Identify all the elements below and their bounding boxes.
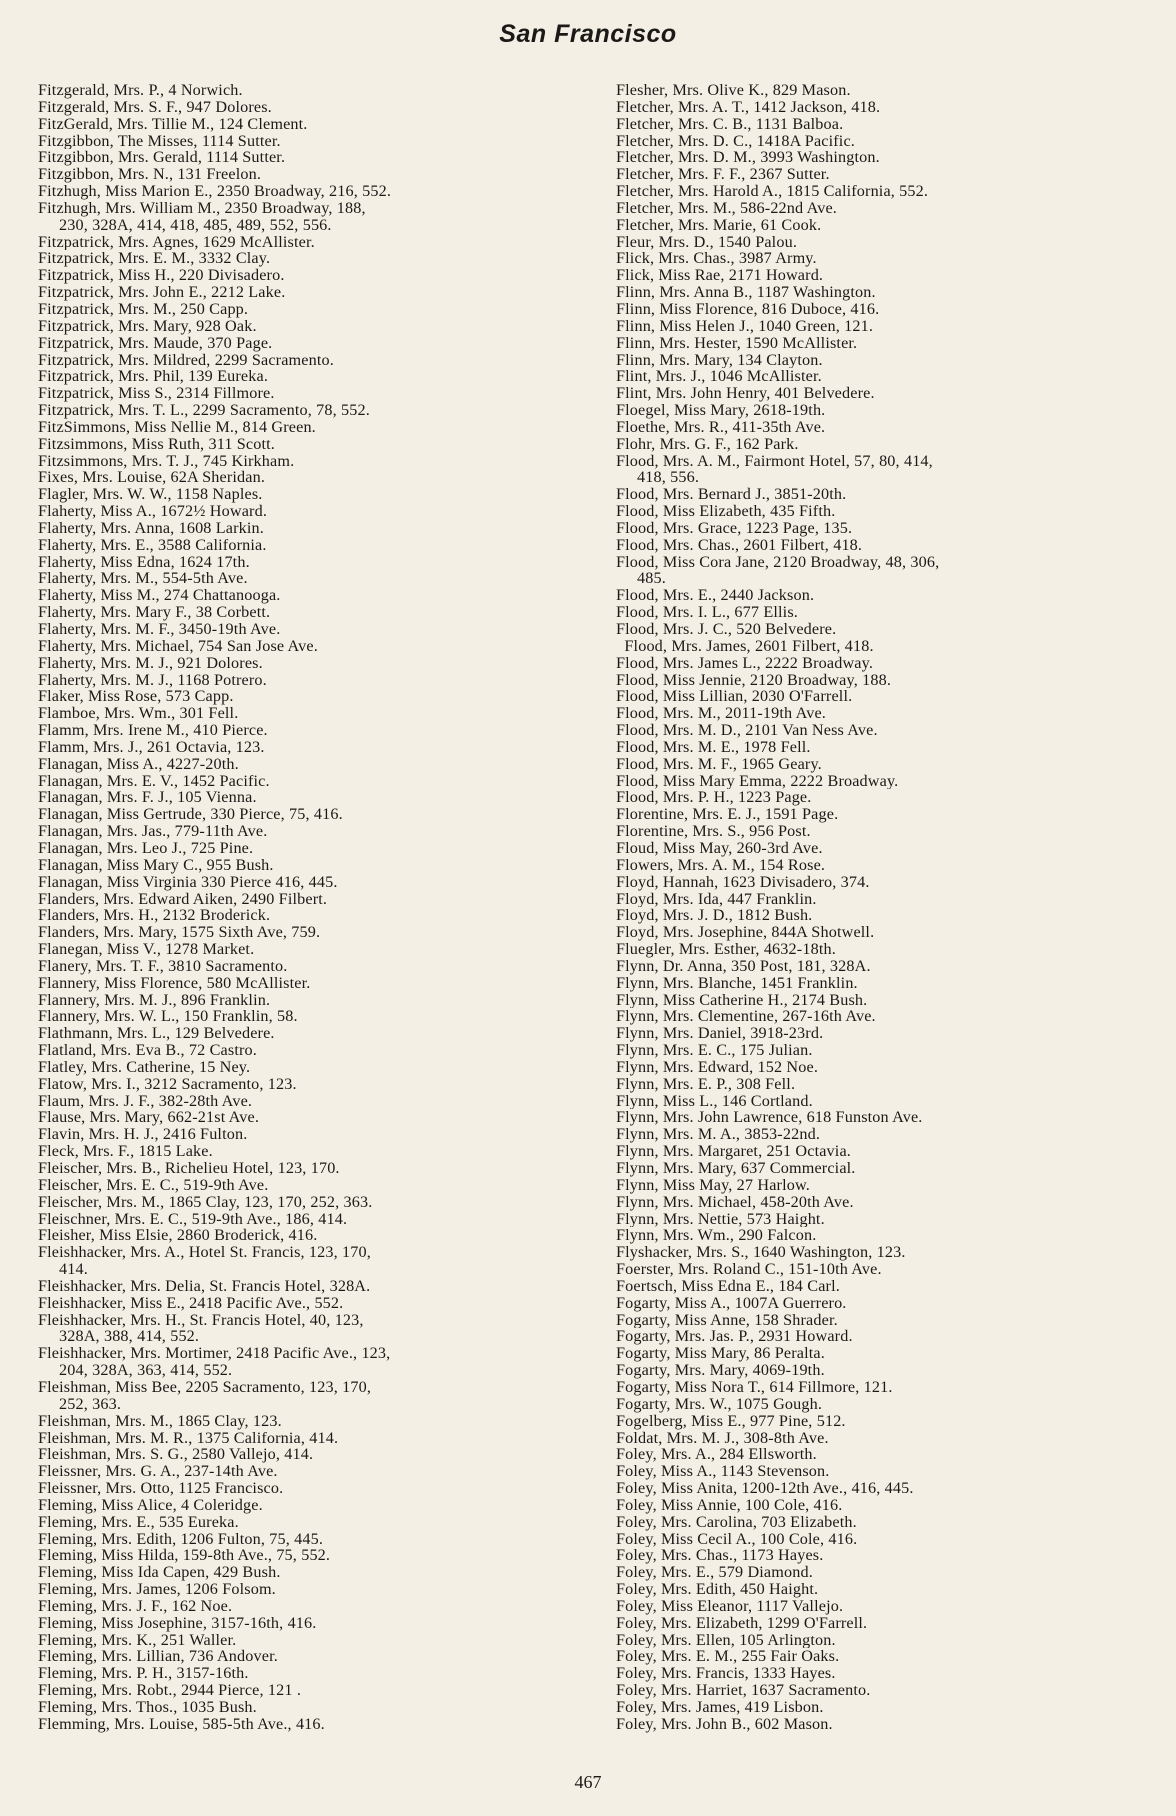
directory-entry: Foley, Mrs. Carolina, 703 Elizabeth. — [616, 1513, 857, 1531]
directory-entry: Fletcher, Mrs. M., 586-22nd Ave. — [616, 199, 838, 217]
directory-entry: Flamm, Mrs. J., 261 Octavia, 123. — [38, 738, 265, 756]
directory-entry: Flowers, Mrs. A. M., 154 Rose. — [616, 856, 826, 874]
directory-entry: Flinn, Mrs. Hester, 1590 McAllister. — [616, 334, 858, 352]
directory-entry: Fogarty, Mrs. Mary, 4069-19th. — [616, 1362, 825, 1379]
directory-entry: Fleming, Mrs. Edith, 1206 Fulton, 75, 445. — [38, 1530, 324, 1548]
directory-entry: Flynn, Mrs. Edward, 152 Noe. — [616, 1058, 819, 1076]
directory-entry: Fletcher, Mrs. A. T., 1412 Jackson, 418. — [616, 98, 881, 116]
directory-entry: Flood, Mrs. James, 2601 Filbert, 418. — [616, 637, 874, 655]
directory-entry: Flinn, Miss Florence, 816 Duboce, 416. — [616, 300, 880, 318]
directory-entry: Fletcher, Mrs. Marie, 61 Cook. — [616, 216, 822, 234]
directory-entry: Fleishman, Mrs. M. R., 1375 California, 414. — [38, 1429, 339, 1447]
directory-entry: Flinn, Mrs. Anna B., 1187 Washington. — [616, 284, 876, 301]
directory-entry: Fletcher, Mrs. F. F., 2367 Sutter. — [616, 166, 830, 184]
directory-entry: Florentine, Mrs. S., 956 Post. — [616, 823, 811, 840]
directory-entry: Fleishhacker, Miss E., 2418 Pacific Ave., 552. — [38, 1294, 344, 1312]
directory-entry: Fleischer, Mrs. E. C., 519-9th Ave. — [38, 1176, 269, 1194]
directory-entry: Fleischer, Mrs. M., 1865 Clay, 123, 170, 252, 363. — [38, 1193, 373, 1211]
directory-entry: Flanery, Mrs. T. F., 3810 Sacramento. — [38, 957, 288, 975]
directory-entry: Flagler, Mrs. W. W., 1158 Naples. — [38, 486, 263, 504]
directory-entry: Flaherty, Mrs. M. J., 1168 Potrero. — [38, 671, 267, 689]
directory-entry: FitzSimmons, Miss Nellie M., 814 Green. — [38, 418, 316, 436]
directory-entry: Flanagan, Mrs. E. V., 1452 Pacific. — [38, 772, 270, 790]
directory-entry: Foley, Miss A., 1143 Stevenson. — [616, 1463, 830, 1481]
directory-entry: Fleishhacker, Mrs. A., Hotel St. Francis, 123, 170, — [38, 1244, 371, 1262]
directory-entry: Fitzpatrick, Mrs. John E., 2212 Lake. — [38, 284, 286, 301]
directory-entry: Flemming, Mrs. Louise, 585-5th Ave., 416. — [38, 1715, 325, 1733]
directory-entry: Flause, Mrs. Mary, 662-21st Ave. — [38, 1109, 260, 1127]
directory-entry: Flaherty, Mrs. Michael, 754 San Jose Ave. — [38, 637, 318, 655]
directory-entry: Fitzgibbon, Mrs. Gerald, 1114 Sutter. — [38, 149, 286, 167]
directory-entry: Flaherty, Miss M., 274 Chattanooga. — [38, 587, 281, 605]
directory-entry: 414. — [38, 1261, 88, 1278]
directory-entry: 230, 328A, 414, 418, 485, 489, 552, 556. — [38, 216, 332, 234]
directory-entry: Flinn, Mrs. Mary, 134 Clayton. — [616, 351, 823, 369]
directory-entry: Foertsch, Miss Edna E., 184 Carl. — [616, 1277, 840, 1295]
directory-entry: Flaherty, Mrs. Mary F., 38 Corbett. — [38, 604, 271, 621]
directory-entry: Flynn, Mrs. M. A., 3853-22nd. — [616, 1126, 821, 1144]
directory-entry: Flannery, Mrs. M. J., 896 Franklin. — [38, 991, 271, 1009]
directory-entry: Flynn, Mrs. Michael, 458-20th Ave. — [616, 1193, 854, 1211]
directory-entry: Foley, Mrs. James, 419 Lisbon. — [616, 1699, 824, 1716]
directory-entry: Foley, Miss Cecil A., 100 Cole, 416. — [616, 1530, 858, 1548]
directory-entry: Foley, Miss Eleanor, 1117 Vallejo. — [616, 1597, 844, 1615]
directory-entry: Flatow, Mrs. I., 3212 Sacramento, 123. — [38, 1075, 297, 1093]
directory-entry: Fleishman, Mrs. S. G., 2580 Vallejo, 414. — [38, 1446, 314, 1464]
directory-entry: Flynn, Mrs. John Lawrence, 618 Funston Ave. — [616, 1109, 923, 1127]
directory-entry: Foley, Miss Anita, 1200-12th Ave., 416, 445. — [616, 1480, 914, 1497]
directory-entry: Flynn, Mrs. Daniel, 3918-23rd. — [616, 1025, 824, 1043]
directory-entry: 418, 556. — [616, 469, 700, 487]
directory-entry: Fleishman, Miss Bee, 2205 Sacramento, 123, 170, — [38, 1378, 372, 1396]
directory-entry: Flynn, Mrs. Mary, 637 Commercial. — [616, 1160, 856, 1177]
directory-entry: Fleishhacker, Mrs. Delia, St. Francis Hotel, 328A. — [38, 1277, 371, 1295]
directory-entry: Flathmann, Mrs. L., 129 Belvedere. — [38, 1025, 275, 1043]
directory-entry: Flood, Miss Jennie, 2120 Broadway, 188. — [616, 671, 892, 689]
directory-entry: Flanders, Mrs. Edward Aiken, 2490 Filbert. — [38, 890, 328, 908]
directory-entry: Fleishhacker, Mrs. H., St. Francis Hotel, 40, 123, — [38, 1311, 364, 1329]
left-column — [38, 82, 586, 1733]
directory-entry: Flanagan, Mrs. F. J., 105 Vienna. — [38, 789, 257, 807]
directory-entry: Foley, Mrs. John B., 602 Mason. — [616, 1715, 833, 1733]
directory-entry: Foley, Mrs. E., 579 Diamond. — [616, 1564, 813, 1582]
directory-entry: Fogarty, Mrs. W., 1075 Gough. — [616, 1395, 823, 1413]
directory-entry: Fitzgibbon, The Misses, 1114 Sutter. — [38, 132, 281, 150]
directory-entry: Fleming, Mrs. E., 535 Eureka. — [38, 1513, 239, 1531]
directory-entry: Flaherty, Mrs. Anna, 1608 Larkin. — [38, 519, 264, 537]
directory-entry: Fitzpatrick, Mrs. Phil, 139 Eureka. — [38, 368, 269, 386]
directory-entry: Fleming, Mrs. J. F., 162 Noe. — [38, 1597, 233, 1615]
directory-entry: Flood, Mrs. E., 2440 Jackson. — [616, 587, 815, 605]
directory-entry: Fletcher, Mrs. D. C., 1418A Pacific. — [616, 132, 855, 150]
directory-entry: Fitzpatrick, Mrs. E. M., 3332 Clay. — [38, 250, 271, 268]
directory-entry: Flynn, Mrs. E. P., 308 Fell. — [616, 1075, 796, 1093]
directory-entry: Fletcher, Mrs. D. M., 3993 Washington. — [616, 149, 880, 167]
directory-entry: 252, 363. — [38, 1395, 122, 1413]
directory-entry: Flood, Mrs. P. H., 1223 Page. — [616, 789, 812, 807]
directory-entry: Flannery, Mrs. W. L., 150 Franklin, 58. — [38, 1008, 298, 1026]
directory-entry: Flood, Mrs. M. E., 1978 Fell. — [616, 738, 811, 756]
directory-entry: Flaherty, Mrs. M. F., 3450-19th Ave. — [38, 621, 281, 638]
directory-entry: Flavin, Mrs. H. J., 2416 Fulton. — [38, 1126, 248, 1144]
directory-entry: Flynn, Mrs. Wm., 290 Falcon. — [616, 1227, 817, 1245]
directory-entry: Flood, Mrs. A. M., Fairmont Hotel, 57, 80, 414, — [616, 452, 933, 470]
directory-entry: Fogarty, Miss Nora T., 614 Fillmore, 121. — [616, 1378, 893, 1396]
directory-entry: Fitzgerald, Mrs. S. F., 947 Dolores. — [38, 98, 272, 116]
directory-entry: Foley, Mrs. Francis, 1333 Hayes. — [616, 1665, 836, 1683]
directory-entry: Fogarty, Miss Anne, 158 Shrader. — [616, 1311, 838, 1329]
directory-entry: Fletcher, Mrs. C. B., 1131 Balboa. — [616, 115, 844, 133]
directory-entry: Flint, Mrs. John Henry, 401 Belvedere. — [616, 385, 875, 403]
directory-entry: Flanagan, Miss A., 4227-20th. — [38, 755, 239, 773]
directory-entry: 485. — [616, 570, 666, 588]
directory-entry: Flaherty, Mrs. M., 554-5th Ave. — [38, 570, 248, 588]
directory-entry: Flynn, Mrs. Nettie, 573 Haight. — [616, 1210, 825, 1228]
directory-entry: Flood, Mrs. M. F., 1965 Geary. — [616, 755, 822, 773]
directory-entry: Flynn, Miss Catherine H., 2174 Bush. — [616, 991, 868, 1009]
directory-entry: Fluegler, Mrs. Esther, 4632-18th. — [616, 941, 836, 958]
directory-entry: Flood, Mrs. I. L., 677 Ellis. — [616, 604, 798, 621]
directory-entry: Fogarty, Mrs. Jas. P., 2931 Howard. — [616, 1328, 853, 1346]
directory-entry: Fleisher, Miss Elsie, 2860 Broderick, 416. — [38, 1227, 318, 1245]
directory-entry: Flesher, Mrs. Olive K., 829 Mason. — [616, 82, 851, 99]
directory-entry: Flaherty, Mrs. E., 3588 California. — [38, 536, 267, 554]
directory-entry: Flanagan, Miss Virginia 330 Pierce 416, 445. — [38, 873, 338, 891]
directory-entry: Fitzpatrick, Miss S., 2314 Fillmore. — [38, 385, 275, 403]
directory-entry: Floud, Miss May, 260-3rd Ave. — [616, 839, 823, 857]
directory-entry: Foley, Mrs. Edith, 450 Haight. — [616, 1581, 819, 1598]
directory-entry: Flanders, Mrs. H., 2132 Broderick. — [38, 907, 271, 925]
directory-entry: Fleming, Miss Hilda, 159-8th Ave., 75, 552. — [38, 1547, 331, 1565]
directory-entry: Fogarty, Miss Mary, 86 Peralta. — [616, 1345, 825, 1363]
page-number: 467 — [574, 1772, 602, 1792]
directory-entry: FitzGerald, Mrs. Tillie M., 124 Clement. — [38, 115, 308, 133]
directory-entry: Fleur, Mrs. D., 1540 Palou. — [616, 233, 798, 251]
directory-entry: Flood, Miss Elizabeth, 435 Fifth. — [616, 503, 836, 520]
directory-entry: Flint, Mrs. J., 1046 McAllister. — [616, 368, 822, 386]
directory-entry: Flood, Mrs. M., 2011-19th Ave. — [616, 705, 826, 723]
directory-entry: Flood, Mrs. Chas., 2601 Filbert, 418. — [616, 536, 863, 554]
directory-entry: Fleming, Miss Ida Capen, 429 Bush. — [38, 1564, 281, 1582]
directory-entry: Floethe, Mrs. R., 411-35th Ave. — [616, 418, 826, 436]
directory-entry: Flood, Mrs. M. D., 2101 Van Ness Ave. — [616, 722, 878, 739]
directory-entry: Fleischer, Mrs. B., Richelieu Hotel, 123, 170. — [38, 1160, 340, 1177]
directory-entry: Flanagan, Miss Mary C., 955 Bush. — [38, 856, 274, 874]
directory-entry: Flaherty, Miss A., 1672½ Howard. — [38, 503, 268, 520]
directory-entry: Fleming, Miss Alice, 4 Coleridge. — [38, 1496, 263, 1514]
directory-entry: Flynn, Mrs. Clementine, 267-16th Ave. — [616, 1008, 876, 1026]
directory-entry: Flynn, Dr. Anna, 350 Post, 181, 328A. — [616, 957, 871, 975]
directory-entry: Fitzpatrick, Mrs. M., 250 Capp. — [38, 300, 249, 318]
directory-entry: Fleming, Mrs. K., 251 Waller. — [38, 1631, 237, 1649]
directory-entry: Fleming, Mrs. Robt., 2944 Pierce, 121 . — [38, 1682, 302, 1699]
directory-entry: Flynn, Miss L., 146 Cortland. — [616, 1092, 813, 1110]
directory-entry: Flood, Mrs. Grace, 1223 Page, 135. — [616, 519, 853, 537]
directory-entry: Foley, Mrs. Chas., 1173 Hayes. — [616, 1547, 824, 1565]
directory-entry: Flaum, Mrs. J. F., 382-28th Ave. — [38, 1092, 253, 1110]
directory-entry: Flatland, Mrs. Eva B., 72 Castro. — [38, 1042, 257, 1059]
directory-entry: Fitzpatrick, Mrs. Agnes, 1629 McAllister. — [38, 233, 315, 251]
directory-entry: Flick, Miss Rae, 2171 Howard. — [616, 267, 824, 285]
directory-entry: Flanagan, Miss Gertrude, 330 Pierce, 75, 416. — [38, 806, 343, 824]
directory-entry: Flynn, Mrs. Blanche, 1451 Franklin. — [616, 974, 858, 992]
directory-entry: Floyd, Mrs. J. D., 1812 Bush. — [616, 907, 813, 925]
directory-entry: Fitzsimmons, Mrs. T. J., 745 Kirkham. — [38, 452, 295, 470]
directory-entry: Floegel, Miss Mary, 2618-19th. — [616, 402, 826, 419]
directory-entry: Fitzhugh, Miss Marion E., 2350 Broadway, 216, 552. — [38, 183, 392, 200]
directory-entry: Fleischner, Mrs. E. C., 519-9th Ave., 186, 414. — [38, 1210, 348, 1228]
directory-entry: Fogelberg, Miss E., 977 Pine, 512. — [616, 1412, 846, 1430]
directory-entry: Flynn, Miss May, 27 Harlow. — [616, 1176, 810, 1194]
directory-entry: Flanagan, Mrs. Leo J., 725 Pine. — [38, 839, 254, 857]
directory-entry: Flynn, Mrs. E. C., 175 Julian. — [616, 1042, 813, 1059]
directory-entry: Flamboe, Mrs. Wm., 301 Fell. — [38, 705, 239, 723]
directory-entry: Fleishman, Mrs. M., 1865 Clay, 123. — [38, 1412, 282, 1430]
directory-entry: Fleissner, Mrs. Otto, 1125 Francisco. — [38, 1480, 284, 1497]
directory-entry: Floyd, Mrs. Josephine, 844A Shotwell. — [616, 924, 875, 942]
directory-entry: Foldat, Mrs. M. J., 308-8th Ave. — [616, 1429, 829, 1447]
directory-entry: Fleming, Mrs. P. H., 3157-16th. — [38, 1665, 249, 1683]
directory-entry: Florentine, Mrs. E. J., 1591 Page. — [616, 806, 839, 824]
directory-entry: Flanegan, Miss V., 1278 Market. — [38, 941, 255, 958]
directory-entry: Flohr, Mrs. G. F., 162 Park. — [616, 435, 799, 453]
directory-entry: Flaker, Miss Rose, 573 Capp. — [38, 688, 234, 706]
directory-entry: Fogarty, Miss A., 1007A Guerrero. — [616, 1294, 847, 1312]
right-column — [616, 82, 1152, 1733]
directory-entry: Flamm, Mrs. Irene M., 410 Pierce. — [38, 722, 268, 739]
directory-entry: Fitzsimmons, Miss Ruth, 311 Scott. — [38, 435, 276, 453]
directory-entry: Flinn, Miss Helen J., 1040 Green, 121. — [616, 317, 874, 335]
directory-entry: Foley, Miss Annie, 100 Cole, 416. — [616, 1496, 843, 1514]
directory-entry: Fleck, Mrs. F., 1815 Lake. — [38, 1143, 213, 1160]
directory-entry: Flynn, Mrs. Margaret, 251 Octavia. — [616, 1143, 851, 1160]
directory-entry: Fitzgibbon, Mrs. N., 131 Freelon. — [38, 166, 262, 184]
directory-entry: Floyd, Hannah, 1623 Divisadero, 374. — [616, 873, 870, 891]
directory-entry: Flick, Mrs. Chas., 3987 Army. — [616, 250, 817, 268]
directory-entry: Flaherty, Miss Edna, 1624 17th. — [38, 553, 250, 571]
directory-entry: Foley, Mrs. Ellen, 105 Arlington. — [616, 1631, 836, 1649]
directory-entry: Foley, Mrs. Harriet, 1637 Sacramento. — [616, 1682, 871, 1699]
directory-entry: Fleming, Mrs. James, 1206 Folsom. — [38, 1581, 276, 1598]
directory-entry: Fitzpatrick, Mrs. Mildred, 2299 Sacramento. — [38, 351, 334, 369]
directory-entry: Flood, Miss Mary Emma, 2222 Broadway. — [616, 772, 899, 790]
directory-entry: Flanagan, Mrs. Jas., 779-11th Ave. — [38, 823, 268, 840]
directory-entry: Foley, Mrs. Elizabeth, 1299 O'Farrell. — [616, 1614, 868, 1632]
directory-entry: Flood, Mrs. Bernard J., 3851-20th. — [616, 486, 847, 504]
directory-entry: 328A, 388, 414, 552. — [38, 1328, 200, 1346]
directory-entry: Flood, Miss Cora Jane, 2120 Broadway, 48, 306, — [616, 553, 940, 571]
directory-entry: Flanders, Mrs. Mary, 1575 Sixth Ave, 759. — [38, 924, 321, 942]
directory-entry: Flood, Miss Lillian, 2030 O'Farrell. — [616, 688, 853, 706]
directory-entry: Fitzpatrick, Mrs. T. L., 2299 Sacramento, 78, 552. — [38, 402, 370, 419]
directory-entry: Flood, Mrs. James L., 2222 Broadway. — [616, 654, 874, 672]
directory-entry: Flaherty, Mrs. M. J., 921 Dolores. — [38, 654, 263, 672]
directory-entry: 204, 328A, 363, 414, 552. — [38, 1362, 233, 1379]
directory-entry: Fitzpatrick, Mrs. Mary, 928 Oak. — [38, 317, 257, 335]
directory-entry: Fixes, Mrs. Louise, 62A Sheridan. — [38, 469, 266, 487]
directory-entry: Floyd, Mrs. Ida, 447 Franklin. — [616, 890, 817, 908]
directory-entry: Flannery, Miss Florence, 580 McAllister. — [38, 974, 311, 992]
directory-entry: Fitzhugh, Mrs. William M., 2350 Broadway, 188, — [38, 199, 366, 217]
directory-entry: Flood, Mrs. J. C., 520 Belvedere. — [616, 621, 837, 638]
directory-entry: Foley, Mrs. E. M., 255 Fair Oaks. — [616, 1648, 840, 1666]
directory-entry: Flatley, Mrs. Catherine, 15 Ney. — [38, 1058, 251, 1076]
directory-entry: Flyshacker, Mrs. S., 1640 Washington, 123. — [616, 1244, 906, 1262]
directory-entry: Fleishhacker, Mrs. Mortimer, 2418 Pacific Ave., 123, — [38, 1345, 391, 1363]
directory-entry: Foerster, Mrs. Roland C., 151-10th Ave. — [616, 1261, 882, 1278]
directory-entry: Foley, Mrs. A., 284 Ellsworth. — [616, 1446, 817, 1464]
directory-entry: Fitzpatrick, Miss H., 220 Divisadero. — [38, 267, 285, 285]
directory-entry: Fletcher, Mrs. Harold A., 1815 California, 552. — [616, 183, 929, 200]
directory-entry: Fitzpatrick, Mrs. Maude, 370 Page. — [38, 334, 273, 352]
directory-entry: Fleming, Mrs. Thos., 1035 Bush. — [38, 1699, 257, 1716]
directory-entry: Fleming, Mrs. Lillian, 736 Andover. — [38, 1648, 278, 1666]
directory-entry: Fleming, Miss Josephine, 3157-16th, 416. — [38, 1614, 317, 1632]
page-title: San Francisco — [499, 20, 677, 48]
directory-entry: Fitzgerald, Mrs. P., 4 Norwich. — [38, 82, 243, 99]
directory-entry: Fleissner, Mrs. G. A., 237-14th Ave. — [38, 1463, 278, 1481]
